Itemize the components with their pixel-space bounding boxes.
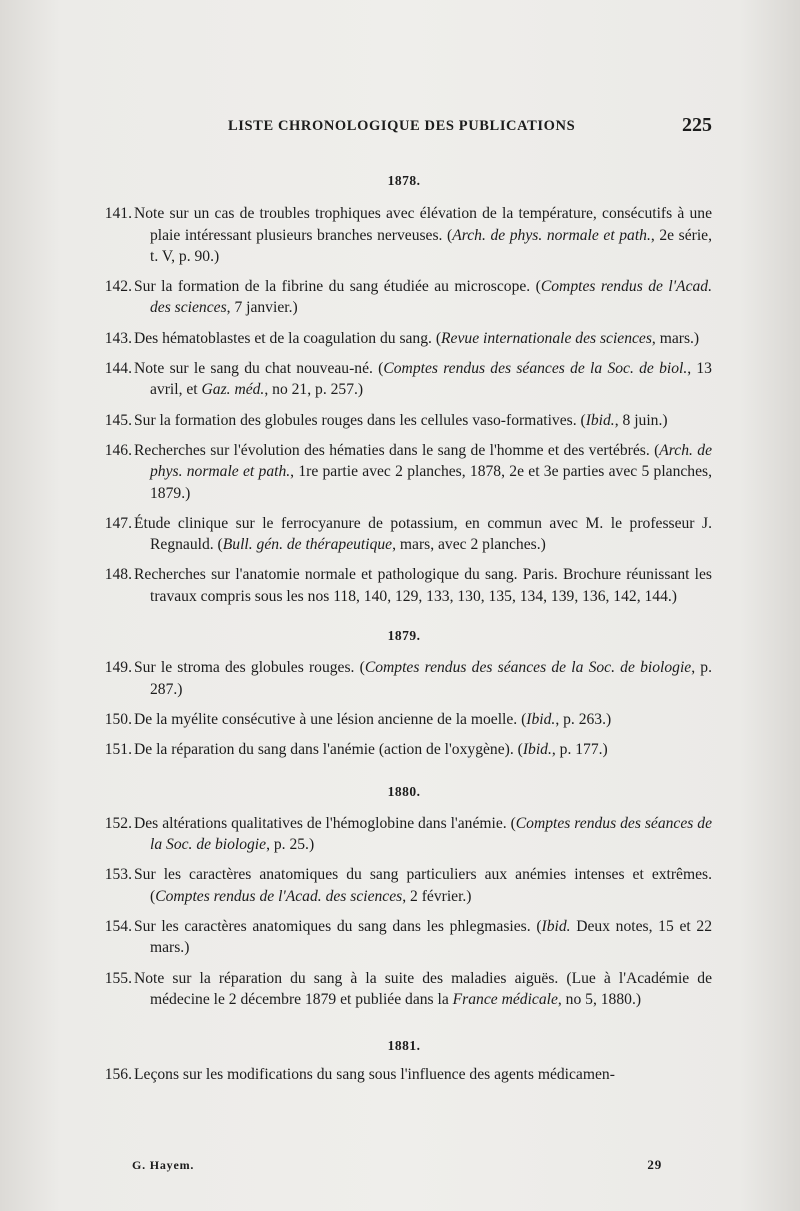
entry-text-part: , mars, avec 2 planches.) (392, 536, 546, 554)
publication-entry (96, 203, 712, 267)
entry-text (134, 276, 712, 319)
journal-title: Arch. de phys. normale et path. (452, 226, 651, 244)
running-header (228, 114, 712, 140)
entry-text-part: Recherches sur l'évolution des hématies dans le sang de l'homme et des vertébrés. ( (134, 441, 660, 459)
journal-title: Comptes rendus de l'Acad. des sciences (155, 887, 403, 905)
entry-text (134, 564, 712, 607)
entry-text-part: , 8 juin.) (614, 411, 668, 429)
publication-entry (96, 440, 712, 504)
entry-text-part: Sur la formation de la fibrine du sang étudiée au microscope. ( (134, 278, 541, 296)
journal-title: Ibid. (541, 918, 571, 936)
publication-entry (96, 276, 712, 319)
entry-text-part: , 13 avril, et (150, 360, 712, 399)
entry-text-part: , no 5, 1880.) (557, 990, 642, 1008)
journal-title: Arch. de phys. normale et path. (150, 441, 712, 481)
entry-text-part: Note sur un cas de troubles trophiques avec élévation de la température, consécutifs à une plaie intéressant plusieurs branches nerveuses. ( (134, 205, 712, 244)
entry-text-part: Sur les caractères anatomiques du sang particuliers aux anémies intenses et extrêmes. ( (134, 866, 712, 905)
sheet-number: 29 (647, 1157, 662, 1172)
entry-text-part: Des hématoblastes et de la coagulation du sang. ( (134, 329, 442, 347)
entry-text (134, 968, 712, 1011)
entry-text (134, 358, 712, 401)
journal-title: Ibid. (522, 741, 552, 759)
entry-number: 156. (104, 1065, 132, 1083)
journal-title: Ibid. (526, 710, 556, 728)
journal-title: Comptes rendus de l'Acad. des sciences (150, 278, 713, 317)
entry-text-part: , p. 25.) (266, 836, 315, 854)
entry-text (134, 657, 712, 700)
entry-text-part: , mars.) (651, 329, 700, 347)
publication-entry (96, 513, 712, 556)
publication-entry (96, 1064, 712, 1085)
publication-list (96, 170, 712, 1094)
entry-text-part: , no 21, p. 257.) (264, 381, 364, 399)
entry-number: 143. (104, 329, 132, 347)
publication-entry (96, 358, 712, 401)
journal-title: Gaz. méd. (201, 381, 265, 399)
entry-text (134, 864, 712, 907)
entry-text (134, 440, 712, 504)
journal-title: Ibid. (585, 411, 615, 429)
entry-number: 148. (104, 566, 132, 584)
entry-text-part: , 1re partie avec 2 planches, 1878, 2e et 3e parties avec 5 planches, 1879.) (150, 463, 712, 502)
entry-text-part: Note sur le sang du chat nouveau-né. ( (134, 360, 384, 378)
journal-title: Comptes rendus des séances de la Soc. de biologie (364, 659, 692, 677)
journal-title: Comptes rendus des séances de la Soc. de biologie (150, 814, 712, 854)
printer-signature: G. Hayem. (132, 1158, 195, 1172)
entry-text-part: , p. 263.) (555, 710, 612, 728)
entry-text-part: De la myélite consécutive à une lésion ancienne de la moelle. ( (134, 710, 527, 728)
entry-text-part: , 7 janvier.) (226, 299, 298, 317)
journal-title: Bull. gén. de thérapeutique (222, 536, 393, 554)
year-heading: 1879. (387, 628, 421, 644)
entry-number: 149. (104, 659, 132, 677)
publication-entry (96, 739, 712, 760)
journal-title: Revue internationale des sciences (441, 329, 652, 347)
publication-entry (96, 864, 712, 907)
year-heading: 1880. (387, 783, 421, 799)
entry-number: 150. (104, 710, 132, 728)
publication-entry (96, 657, 712, 700)
publication-entry (96, 328, 712, 349)
publication-entry (96, 709, 712, 730)
entry-text-part: Sur la formation des globules rouges dans les cellules vaso-formatives. ( (134, 411, 586, 429)
journal-title: France médicale (452, 990, 558, 1008)
entry-text-part: Leçons sur les modifications du sang sous l'influence des agents médicamen- (134, 1065, 615, 1083)
entry-text-part: Deux notes, 15 et 22 mars.) (150, 918, 712, 957)
publication-entry (96, 916, 712, 959)
entry-text (134, 513, 712, 556)
year-heading: 1881. (387, 1038, 421, 1054)
running-title: LISTE CHRONOLOGIQUE DES PUBLICATIONS (228, 118, 576, 134)
entry-text-part: Sur le stroma des globules rouges. ( (134, 659, 365, 677)
entry-text-part: , p. 177.) (551, 741, 608, 759)
entry-number: 145. (104, 411, 132, 429)
year-heading: 1878. (387, 173, 421, 188)
publication-entry (96, 564, 712, 607)
entry-text-part: De la réparation du sang dans l'anémie (action de l'oxygène). ( (134, 741, 523, 759)
entry-text (134, 813, 712, 856)
entry-number: 147. (104, 514, 132, 532)
entry-text-part: Sur les caractères anatomiques du sang dans les phlegmasies. ( (134, 918, 542, 936)
entry-text (134, 709, 712, 730)
entry-number: 153. (104, 866, 132, 884)
entry-text-part: , 2 février.) (402, 887, 472, 905)
entry-number: 154. (104, 918, 132, 936)
entry-text (134, 328, 712, 349)
entry-text (134, 739, 712, 760)
entry-text (134, 1064, 712, 1085)
publication-entry (96, 968, 712, 1011)
publication-entry (96, 813, 712, 856)
entry-number: 151. (104, 741, 132, 759)
publication-entry (96, 410, 712, 431)
entry-text-part: Recherches sur l'anatomie normale et pathologique du sang. Paris. Brochure réunissant les travaux compris sous les nos 118, 140, 129, 133, 130, 135, 134, 139, 136, 142, 144.) (134, 566, 712, 605)
entry-number: 142. (104, 278, 132, 296)
entry-text (134, 916, 712, 959)
entry-text-part: Des altérations qualitatives de l'hémoglobine dans l'anémie. ( (134, 814, 516, 832)
page-footer (132, 1158, 662, 1178)
entry-number: 144. (104, 360, 132, 378)
entry-number: 155. (104, 969, 132, 987)
journal-title: Comptes rendus des séances de la Soc. de biol. (383, 360, 688, 378)
entry-text-part: , 2e série, t. V, p. 90.) (150, 226, 712, 265)
entry-text-part: Note sur la réparation du sang à la suite des maladies aiguës. (Lue à l'Académie de médecine le 2 décembre 1879 et publiée dans la (134, 969, 712, 1008)
entry-number: 152. (104, 814, 132, 832)
entry-text (134, 203, 712, 267)
entry-text-part: , p. 287.) (150, 659, 712, 698)
entry-text (134, 410, 712, 431)
entry-number: 141. (104, 205, 132, 223)
entry-text-part: Étude clinique sur le ferrocyanure de potassium, en commun avec M. le professeur J. Regnauld. ( (134, 514, 712, 554)
entry-number: 146. (104, 441, 132, 459)
page-number: 225 (682, 114, 712, 136)
